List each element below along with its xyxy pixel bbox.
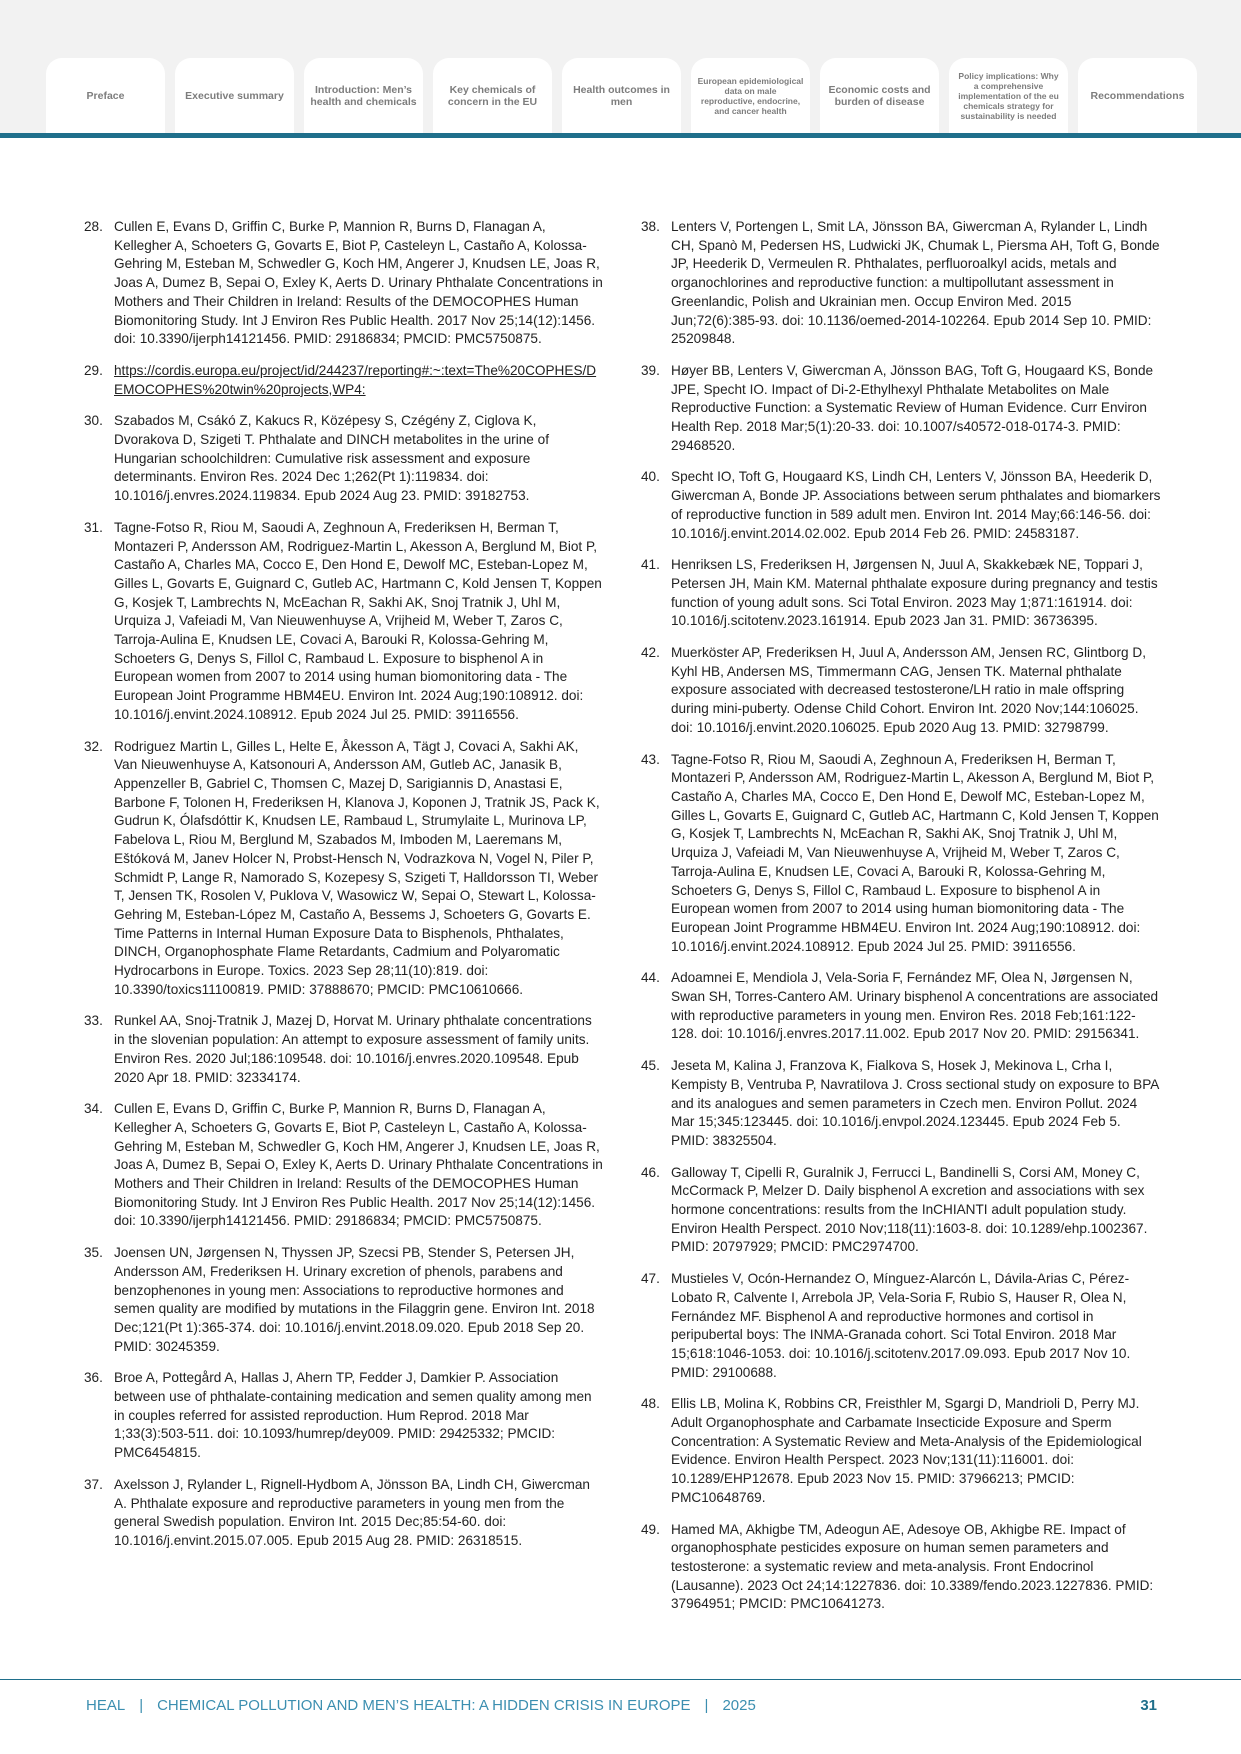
reference-number: 45. (641, 1058, 660, 1074)
reference-number: 31. (84, 519, 103, 535)
reference-text (114, 362, 604, 399)
reference-number: 30. (84, 413, 103, 429)
reference-text: Muerköster AP, Frederiksen H, Juul A, Andersson AM, Jensen RC, Glintborg D, Kyhl HB, Andersen MS, Timmermann CAG, Jensen TK. Maternal phthalate exposure associated with decreased testosterone/LH ratio in male offspring during mini-puberty. Odense Child Cohort. Environ Int. 2020 Nov;144:106025. doi: 10.1016/j.envint.2020.106025. Epub 2020 Aug 13. PMID: 32798799. (671, 645, 1146, 735)
reference-number: 29. (84, 362, 103, 378)
reference-number: 44. (641, 970, 660, 986)
page-number: 31 (1140, 1697, 1157, 1714)
reference-number: 48. (641, 1396, 660, 1412)
nav-tab[interactable]: Economic costs and burden of disease (820, 58, 939, 134)
reference-number: 41. (641, 557, 660, 573)
reference-item (641, 362, 1161, 456)
reference-text: Høyer BB, Lenters V, Giwercman A, Jönsson BAG, Toft G, Hougaard KS, Bonde JPE, Specht IO. Impact of Di-2-Ethylhexyl Phthalate Metabolites on Male Reproductive Function: a Systematic Review of Human Evidence. Curr Environ Health Rep. 2018 Mar;5(1):20-33. doi: 10.1007/s40572-018-0174-3. PMID: 29468520. (671, 362, 1154, 453)
reference-number: 37. (84, 1476, 103, 1492)
reference-item (84, 1012, 604, 1087)
reference-text: Mustieles V, Ocón-Hernandez O, Mínguez-Alarcón L, Dávila-Arias C, Pérez-Lobato R, Calvente I, Arrebola JP, Vela-Soria F, Rubio S, Hauser R, Olea N, Fernández MF. Bisphenol A and reproductive hormones and cortisol in peripubertal boys: The INMA-Granada cohort. Sci Total Environ. 2018 Mar 15;618:1046-1053. doi: 10.1016/j.scitotenv.2017.09.093. Epub 2017 Nov 10. PMID: 29100688. (671, 1271, 1131, 1380)
reference-number: 34. (84, 1101, 103, 1117)
reference-text: Cullen E, Evans D, Griffin C, Burke P, Mannion R, Burns D, Flanagan A, Kellegher A, Schoeters G, Govarts E, Biot P, Casteleyn L, Castaño A, Kolossa-Gehring M, Esteban M, Schwedler G, Koch HM, Angerer J, Knudsen LE, Joas R, Joas A, Dumez B, Sepai O, Exley K, Aerts D. Urinary Phthalate Concentrations in Mothers and Their Children in Ireland: Results of the DEMOCOPHES Human Biomonitoring Study. Int J Environ Res Public Health. 2017 Nov 25;14(12):1456. doi: 10.3390/ijerph14121456. PMID: 29186834; PMCID: PMC5750875. (114, 219, 603, 347)
reference-text: Broe A, Pottegård A, Hallas J, Ahern TP, Fedder J, Damkier P. Association between use of phthalate-containing medication and semen quality among men in couples referred for assisted reproduction. Hum Reprod. 2018 Mar 1;33(3):503-511. doi: 10.1093/humrep/dey009. PMID: 29425332; PMCID: PMC6454815. (114, 1370, 592, 1461)
reference-text: Rodriguez Martin L, Gilles L, Helte E, Åkesson A, Tägt J, Covaci A, Sakhi AK, Van Nieuwenhuyse A, Katsonouri A, Andersson AM, Gutleb AC, Janasik B, Appenzeller B, Gabriel C, Thomsen C, Mazej D, Sarigiannis D, Anastasi E, Barbone F, Tolonen H, Frederiksen H, Klanova J, Koponen J, Tratnik JS, Pack K, Gudrun K, Ólafsdóttir K, Knudsen LE, Rambaud L, Strumylaite L, Murinova LP, Fabelova L, Riou M, Berglund M, Szabados M, Imboden M, Laeremans M, Eštóková M, Janev Holcer N, Probst-Hensch N, Vodrazkova N, Vogel N, Piler P, Schmidt P, Lange R, Namorado S, Kozepesy S, Szigeti T, Halldorsson TI, Weber T, Jensen TK, Rosolen V, Puklova V, Wasowicz W, Sepai O, Stewart L, Kolossa-Gehring M, Esteban-López M, Castaño A, Bessems J, Schoeters G, Govarts E. Time Patterns in Internal Human Exposure Data to Bisphenols, Phthalates, DINCH, Organophosphate Flame Retardants, Cadmium and Polyaromatic Hydrocarbons in Europe. Toxics. 2023 Sep 28;11(10):819. doi: 10.3390/toxics11100819. PMID: 37888670; PMCID: PMC10610666. (114, 738, 600, 997)
reference-item (641, 468, 1161, 543)
reference-text: Szabados M, Csákó Z, Kakucs R, Középesy S, Czégény Z, Ciglova K, Dvorakova D, Szigeti T. Phthalate and DINCH metabolites in the urine of Hungarian schoolchildren: Cumulative risk assessment and exposure determinants. Environ Res. 2024 Dec 1;262(Pt 1):119834. doi: 10.1016/j.envres.2024.119834. Epub 2024 Aug 23. PMID: 39182753. (114, 413, 549, 504)
reference-number: 38. (641, 219, 660, 234)
reference-text: Galloway T, Cipelli R, Guralnik J, Ferrucci L, Bandinelli S, Corsi AM, Money C, McCormack P, Melzer D. Daily bisphenol A excretion and associations with sex hormone concentrations: results from the InCHIANTI adult population study. Environ Health Perspect. 2010 Nov;118(11):1603-8. doi: 10.1289/ehp.1002367. PMID: 20797929; PMCID: PMC2974700. (671, 1164, 1148, 1255)
reference-number: 32. (84, 738, 103, 754)
reference-text: Tagne-Fotso R, Riou M, Saoudi A, Zeghnoun A, Frederiksen H, Berman T, Montazeri P, Andersson AM, Rodriguez-Martin L, Akesson A, Berglund M, Biot P, Castaño A, Charles MA, Cocco E, Den Hond E, Dewolf MC, Esteban-Lopez M, Gilles L, Govarts E, Guignard C, Gutleb AC, Hartmann C, Kold Jensen T, Koppen G, Kosjek T, Lambrechts N, McEachan R, Sakhi AK, Snoj Tratnik J, Uhl M, Urquiza J, Vafeiadi M, Van Nieuwenhuyse A, Vrijheid M, Weber T, Zaros C, Tarroja-Aulina E, Knudsen LE, Covaci A, Barouki R, Kolossa-Gehring M, Schoeters G, Denys S, Fillol C, Rambaud L. Exposure to bisphenol A in European women from 2007 to 2014 using human biomonitoring data - The European Joint Programme HBM4EU. Environ Int. 2024 Aug;190:108912. doi: 10.1016/j.envint.2024.108912. Epub 2024 Jul 25. PMID: 39116556. (671, 751, 1159, 954)
reference-number: 28. (84, 219, 103, 234)
reference-item (641, 969, 1161, 1044)
reference-number: 35. (84, 1245, 103, 1261)
reference-number: 42. (641, 645, 660, 661)
nav-tab[interactable]: Recommendations (1078, 58, 1197, 134)
references-right-column (641, 218, 1161, 1627)
reference-item (641, 1521, 1161, 1615)
nav-tab[interactable]: Executive summary (175, 58, 294, 134)
reference-text: Specht IO, Toft G, Hougaard KS, Lindh CH, Lenters V, Jönsson BA, Heederik D, Giwercman A, Bonde JP. Associations between serum phthalates and biomarkers of reproductive function in 589 adult men. Environ Int. 2014 May;66:146-56. doi: 10.1016/j.envint.2014.02.002. Epub 2014 Feb 26. PMID: 24583187. (671, 469, 1161, 541)
reference-text: Tagne-Fotso R, Riou M, Saoudi A, Zeghnoun A, Frederiksen H, Berman T, Montazeri P, Andersson AM, Rodriguez-Martin L, Akesson A, Berglund M, Biot P, Castaño A, Charles MA, Cocco E, Den Hond E, Dewolf MC, Esteban-Lopez M, Gilles L, Govarts E, Guignard C, Gutleb AC, Hartmann C, Kold Jensen T, Koppen G, Kosjek T, Lambrechts N, McEachan R, Sakhi AK, Snoj Tratnik J, Uhl M, Urquiza J, Vafeiadi M, Van Nieuwenhuyse A, Vrijheid M, Weber T, Zaros C, Tarroja-Aulina E, Knudsen LE, Covaci A, Barouki R, Kolossa-Gehring M, Schoeters G, Denys S, Fillol C, Rambaud L. Exposure to bisphenol A in European women from 2007 to 2014 using human biomonitoring data - The European Joint Programme HBM4EU. Environ Int. 2024 Aug;190:108912. doi: 10.1016/j.envint.2024.108912. Epub 2024 Jul 25. PMID: 39116556. (114, 519, 602, 722)
reference-text: Jeseta M, Kalina J, Franzova K, Fialkova S, Hosek J, Mekinova L, Crha I, Kempisty B, Ventruba P, Navratilova J. Cross sectional study on exposure to BPA and its analogues and semen parameters in Czech men. Environ Pollut. 2024 Mar 15;345:123445. doi: 10.1016/j.envpol.2024.123445. Epub 2024 Feb 5. PMID: 38325504. (671, 1058, 1159, 1148)
reference-item (84, 1244, 604, 1356)
footer-separator: | (139, 1697, 144, 1714)
footer (86, 1697, 1156, 1714)
reference-text: Ellis LB, Molina K, Robbins CR, Freisthler M, Sgargi D, Mandrioli D, Perry MJ. Adult Organophosphate and Carbamate Insecticide Exposure and Sperm Concentration: A Systematic Review and Meta-Analysis of the Epidemiological Evidence. Environ Health Perspect. 2023 Nov;131(11):116001. doi: 10.1289/EHP12678. Epub 2023 Nov 15. PMID: 37966213; PMCID: PMC10648769. (671, 1396, 1142, 1505)
references-left-column (84, 218, 604, 1564)
reference-text: Adoamnei E, Mendiola J, Vela-Soria F, Fernández MF, Olea N, Jørgensen N, Swan SH, Torres-Cantero AM. Urinary bisphenol A concentrations are associated with reproductive parameters in young men. Environ Res. 2018 Feb;161:122-128. doi: 10.1016/j.envres.2017.11.002. Epub 2017 Nov 20. PMID: 29156341. (671, 970, 1159, 1042)
reference-item (641, 1395, 1161, 1507)
reference-item (84, 218, 604, 349)
nav-tab[interactable]: Health outcomes in men (562, 58, 681, 134)
reference-item (641, 1270, 1161, 1382)
reference-text: Hamed MA, Akhigbe TM, Adeogun AE, Adesoye OB, Akhigbe RE. Impact of organophosphate pesticides exposure on human semen parameters and testosterone: a systematic review and meta-analysis. Front Endocrinol (Lausanne). 2023 Oct 24;14:1227836. doi: 10.3389/fendo.2023.1227836. PMID: 37964951; PMCID: PMC10641273. (671, 1521, 1154, 1612)
reference-text: Joensen UN, Jørgensen N, Thyssen JP, Szecsi PB, Stender S, Petersen JH, Andersson AM, Frederiksen H. Urinary excretion of phenols, parabens and benzophenones in young men: Associations to reproductive hormones and semen quality are modified by mutations in the Filaggrin gene. Environ Int. 2018 Dec;121(Pt 1):365-374. doi: 10.1016/j.envint.2018.09.020. Epub 2018 Sep 20. PMID: 30245359. (114, 1245, 595, 1354)
reference-text: Runkel AA, Snoj-Tratnik J, Mazej D, Horvat M. Urinary phthalate concentrations in the slovenian population: An attempt to exposure assessment of family units. Environ Res. 2020 Jul;186:109548. doi: 10.1016/j.envres.2020.109548. Epub 2020 Apr 18. PMID: 32334174. (114, 1013, 592, 1085)
nav-tab[interactable]: European epidemiological data on male reproductive, endocrine, and cancer health (691, 58, 810, 134)
reference-text: Henriksen LS, Frederiksen H, Jørgensen N, Juul A, Skakkebæk NE, Toppari J, Petersen JH, Main KM. Maternal phthalate exposure during pregnancy and testis function of young adult sons. Sci Total Environ. 2023 May 1;871:161914. doi: 10.1016/j.scitotenv.2023.161914. Epub 2023 Jan 31. PMID: 36736395. (671, 557, 1158, 629)
footer-org: HEAL (86, 1697, 126, 1714)
footer-separator: | (704, 1697, 709, 1714)
nav-tab[interactable]: Key chemicals of concern in the EU (433, 58, 552, 134)
reference-number: 46. (641, 1164, 660, 1180)
reference-number: 36. (84, 1370, 103, 1386)
reference-number: 43. (641, 751, 660, 767)
reference-number: 39. (641, 362, 660, 378)
reference-text: Lenters V, Portengen L, Smit LA, Jönsson BA, Giwercman A, Rylander L, Lindh CH, Spanò M, Pedersen HS, Ludwicki JK, Chumak L, Piersma AH, Toft G, Bonde JP, Heederik D, Vermeulen R. Phthalates, perfluoroalkyl acids, metals and organochlorines and reproductive function: a multipollutant assessment in Greenlandic, Polish and Ukrainian men. Occup Environ Med. 2015 Jun;72(6):385-93. doi: 10.1136/oemed-2014-102264. Epub 2014 Sep 10. PMID: 25209848. (671, 219, 1160, 347)
reference-item (84, 1476, 604, 1551)
reference-item (84, 412, 604, 506)
reference-text: Axelsson J, Rylander L, Rignell-Hydbom A, Jönsson BA, Lindh CH, Giwercman A. Phthalate exposure and reproductive parameters in young men from the general Swedish population. Environ Int. 2015 Dec;85:54-60. doi: 10.1016/j.envint.2015.07.005. Epub 2015 Aug 28. PMID: 26318515. (114, 1476, 590, 1548)
reference-number: 49. (641, 1521, 660, 1537)
reference-item (84, 738, 604, 1000)
reference-item (84, 519, 604, 725)
reference-number: 47. (641, 1271, 660, 1287)
reference-number: 40. (641, 469, 660, 485)
top-navigation (0, 0, 1241, 138)
reference-item (641, 556, 1161, 631)
reference-item (84, 1369, 604, 1463)
reference-item (641, 644, 1161, 738)
reference-item (641, 1164, 1161, 1258)
reference-item (84, 1100, 604, 1231)
nav-tabs (46, 58, 1197, 134)
nav-tab[interactable]: Preface (46, 58, 165, 134)
reference-item (641, 1057, 1161, 1151)
reference-item (641, 218, 1161, 349)
nav-tab[interactable]: Policy implications: Why a comprehensive implementation of the eu chemicals strategy for sustainability is needed (949, 58, 1068, 134)
footer-title: CHEMICAL POLLUTION AND MEN’S HEALTH: A HIDDEN CRISIS IN EUROPE (157, 1697, 691, 1714)
nav-tab[interactable]: Introduction: Men’s health and chemicals (304, 58, 423, 134)
footer-divider (0, 1679, 1241, 1680)
reference-item (641, 751, 1161, 957)
reference-item (84, 362, 604, 399)
nav-divider (0, 133, 1241, 138)
reference-text: Cullen E, Evans D, Griffin C, Burke P, Mannion R, Burns D, Flanagan A, Kellegher A, Schoeters G, Govarts E, Biot P, Casteleyn L, Castaño A, Kolossa-Gehring M, Esteban M, Schwedler G, Koch HM, Angerer J, Knudsen LE, Joas R, Joas A, Dumez B, Sepai O, Exley K, Aerts D. Urinary Phthalate Concentrations in Mothers and Their Children in Ireland: Results of the DEMOCOPHES Human Biomonitoring Study. Int J Environ Res Public Health. 2017 Nov 25;14(12):1456. doi: 10.3390/ijerph14121456. PMID: 29186834; PMCID: PMC5750875. (114, 1101, 603, 1229)
footer-year: 2025 (722, 1697, 756, 1714)
reference-number: 33. (84, 1013, 103, 1029)
reference-link[interactable]: https://cordis.europa.eu/project/id/244237/reporting#:~:text=The%20COPHES/DEMOCOPHES%20twin%20projects,WP4: (114, 362, 597, 397)
